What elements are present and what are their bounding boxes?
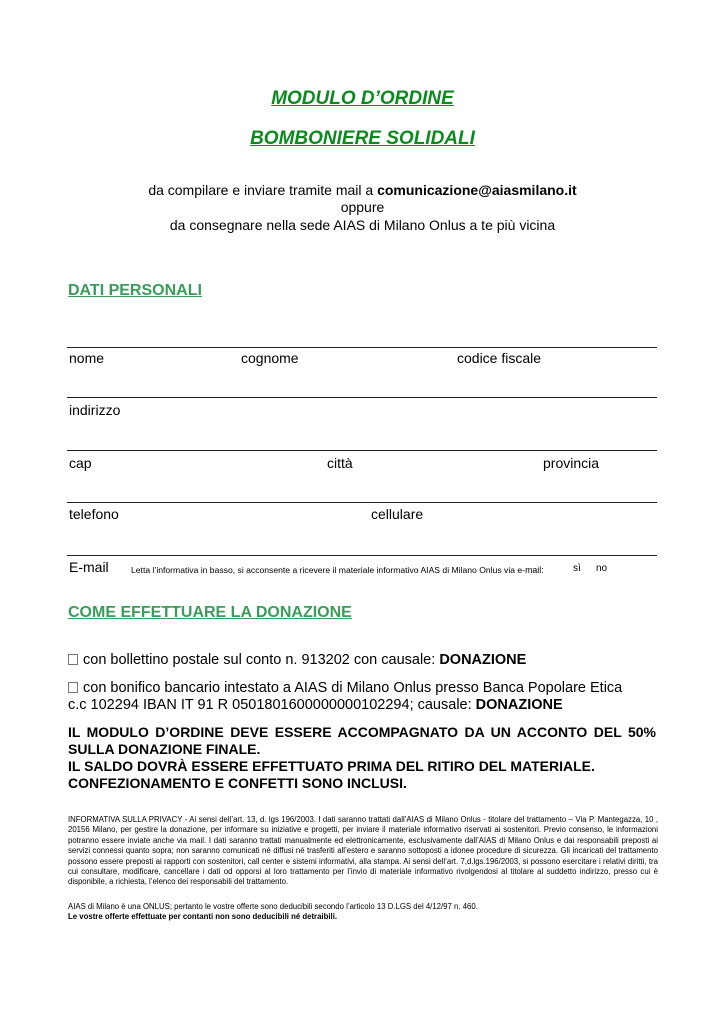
contact-email-link[interactable]: comunicazione@aiasmilano.it xyxy=(377,182,577,198)
consent-yes-option[interactable]: sì xyxy=(573,563,581,574)
postal-causale: DONAZIONE xyxy=(439,652,527,668)
cellulare-field[interactable]: cellulare xyxy=(371,506,424,522)
postal-text: con bollettino postale sul conto n. 913202 con causale: xyxy=(83,652,440,668)
donation-heading: COME EFFETTUARE LA DONAZIONE xyxy=(68,604,352,621)
consent-no-option[interactable]: no xyxy=(596,563,608,574)
cap-field[interactable]: cap xyxy=(69,455,92,471)
divider xyxy=(67,555,657,556)
indirizzo-field[interactable]: indirizzo xyxy=(69,402,121,418)
bank-text-line2: c.c 102294 IBAN IT 91 R 0501801600000000102294; causale: xyxy=(68,697,476,713)
divider xyxy=(67,397,657,398)
personal-data-heading: DATI PERSONALI xyxy=(68,282,202,299)
citta-field[interactable]: città xyxy=(327,455,353,471)
notice-line-3: CONFEZIONAMENTO E CONFETTI SONO INCLUSI. xyxy=(68,775,407,791)
deposit-notice xyxy=(68,724,656,792)
form-subtitle: BOMBONIERE SOLIDALI xyxy=(250,128,475,149)
telefono-field[interactable]: telefono xyxy=(69,506,119,522)
notice-line-2: IL SALDO DOVRÀ ESSERE EFFETTUATO PRIMA DEL RITIRO DEL MATERIALE. xyxy=(68,758,595,774)
privacy-notice: INFORMATIVA SULLA PRIVACY - Ai sensi dell’art. 13, d. lgs 196/2003. I dati saranno trattati dall’AIAS di Milano Onlus - titolare del trattamento – Via P. Mantegazza, 10 , 20156 Milano, per gestire la donazione, per informare su iniziative e progetti, per inviare il materiale informativo riservati ai sostenitori. Previo consenso, le informazioni potranno essere inviate anche via mail. I dati saranno trattati manualmente ed elettronicamente, esclusivamente dall’AIAS di Milano Onlus e dai responsabili preposti ai servizi connessi quanto sopra; non saranno comunicati né diffusi né trasferiti all’estero e saranno sottoposti a idonee procedure di sicurezza. Gli incaricati del trattamento possono essere preposti ai rapporti con sostenitori, call center e sistemi informativi, alla stampa. Ai sensi dell’art. 7,d.lgs.196/2003, si possono esercitare i relativi diritti, tra cui consultare, modificare, cancellare i dati od opporsi al loro trattamento per l’invio di materiale informativo rivolgendosi al titolare al suddetto indirizzo, presso cui è disponibile, a richiesta, l’elenco dei responsabili del trattamento. xyxy=(68,815,658,887)
footer-line-1: AIAS di Milano è una ONLUS; pertanto le vostre offerte sono deducibili secondo l’articolo 13 D.LGS del 4/12/97 n. 460. xyxy=(68,902,478,911)
bank-causale: DONAZIONE xyxy=(475,697,563,713)
bank-text-line1: con bonifico bancario intestato a AIAS di Milano Onlus presso Banca Popolare Etica xyxy=(83,680,623,696)
payment-option-postal xyxy=(68,652,526,669)
intro-prefix: da compilare e inviare tramite mail a xyxy=(148,182,378,198)
divider xyxy=(67,450,657,451)
provincia-field[interactable]: provincia xyxy=(543,455,600,471)
form-title: MODULO D’ORDINE xyxy=(271,88,454,109)
consent-text xyxy=(131,565,544,575)
email-field[interactable]: E-mail xyxy=(69,559,109,575)
divider xyxy=(67,347,657,348)
notice-line-1: IL MODULO D’ORDINE DEVE ESSERE ACCOMPAGNATO DA UN ACCONTO DEL 50% SULLA DONAZIONE FINALE. xyxy=(68,724,656,757)
codice-fiscale-field[interactable]: codice fiscale xyxy=(457,350,542,366)
divider xyxy=(67,502,657,503)
footer-line-2: Le vostre offerte effettuate per contanti non sono deducibili né detraibili. xyxy=(68,912,338,921)
checkbox-postal[interactable] xyxy=(68,654,78,665)
intro-line-1 xyxy=(0,182,725,199)
intro-line-3: da consegnare nella sede AIAS di Milano Onlus a te più vicina xyxy=(169,217,556,233)
intro-line-2: oppure xyxy=(340,199,385,215)
consent-label: Letta l’informativa in basso, si acconsente a ricevere il materiale informativo AIAS di Milano Onlus via e- xyxy=(131,565,526,575)
footer xyxy=(68,902,658,922)
cognome-field[interactable]: cognome xyxy=(241,350,299,366)
consent-mail-label: mail: xyxy=(525,565,544,575)
nome-field[interactable]: nome xyxy=(69,350,105,366)
checkbox-bank[interactable] xyxy=(68,682,78,693)
payment-option-bank xyxy=(68,680,622,714)
